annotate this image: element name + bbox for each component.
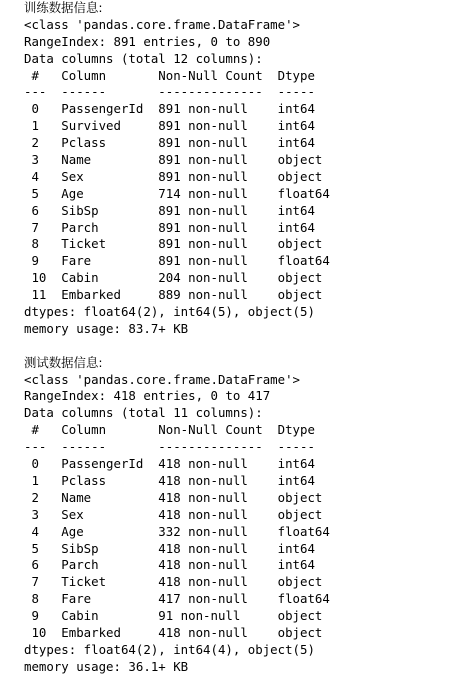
test-info-line: RangeIndex: 418 entries, 0 to 417: [24, 388, 271, 404]
test-info-title: 测试数据信息:: [24, 354, 103, 370]
train-info-line: 9 Fare 891 non-null float64: [24, 253, 330, 269]
test-info-line: 6 Parch 418 non-null int64: [24, 557, 330, 573]
test-info-line: <class 'pandas.core.frame.DataFrame'>: [24, 371, 301, 387]
test-info-line: 1 Pclass 418 non-null int64: [24, 472, 330, 488]
block-separator: [24, 338, 444, 355]
train-info-line: 2 Pclass 891 non-null int64: [24, 135, 330, 151]
train-info-line: 10 Cabin 204 non-null object: [24, 270, 330, 286]
train-info-line: 3 Name 891 non-null object: [24, 152, 330, 168]
train-info-line: 0 PassengerId 891 non-null int64: [24, 101, 330, 117]
train-info-title: 训练数据信息:: [24, 0, 103, 15]
train-info-line: 5 Age 714 non-null float64: [24, 185, 330, 201]
test-info-line: 3 Sex 418 non-null object: [24, 506, 330, 522]
test-info-line: 2 Name 418 non-null object: [24, 489, 330, 505]
test-info-line: 8 Fare 417 non-null float64: [24, 591, 330, 607]
train-info-block: [24, 0, 444, 338]
test-info-line: # Column Non-Null Count Dtype: [24, 422, 330, 438]
test-info-line: 5 SibSp 418 non-null int64: [24, 540, 330, 556]
train-info-line: Data columns (total 12 columns):: [24, 50, 263, 66]
train-info-line: 1 Survived 891 non-null int64: [24, 118, 330, 134]
test-info-line: Data columns (total 11 columns):: [24, 405, 263, 421]
test-info-line: 10 Embarked 418 non-null object: [24, 624, 330, 640]
train-info-line: memory usage: 83.7+ KB: [24, 320, 189, 336]
test-info-line: 0 PassengerId 418 non-null int64: [24, 456, 330, 472]
test-info-line: dtypes: float64(2), int64(4), object(5): [24, 641, 315, 657]
train-info-line: 4 Sex 891 non-null object: [24, 168, 330, 184]
test-info-block: [24, 355, 444, 676]
test-info-line: 7 Ticket 418 non-null object: [24, 574, 330, 590]
test-info-line: memory usage: 36.1+ KB: [24, 658, 189, 674]
train-info-line: 6 SibSp 891 non-null int64: [24, 202, 330, 218]
train-info-line: dtypes: float64(2), int64(5), object(5): [24, 304, 315, 320]
train-info-line: 8 Ticket 891 non-null object: [24, 236, 330, 252]
train-info-line: <class 'pandas.core.frame.DataFrame'>: [24, 16, 301, 32]
train-info-line: --- ------ -------------- -----: [24, 84, 330, 100]
train-info-line: # Column Non-Null Count Dtype: [24, 67, 330, 83]
train-info-line: 11 Embarked 889 non-null object: [24, 287, 330, 303]
train-info-line: 7 Parch 891 non-null int64: [24, 219, 330, 235]
test-info-line: --- ------ -------------- -----: [24, 439, 330, 455]
test-info-line: 9 Cabin 91 non-null object: [24, 608, 330, 624]
train-info-line: RangeIndex: 891 entries, 0 to 890: [24, 33, 271, 49]
test-info-line: 4 Age 332 non-null float64: [24, 523, 330, 539]
console-output: [24, 0, 444, 676]
